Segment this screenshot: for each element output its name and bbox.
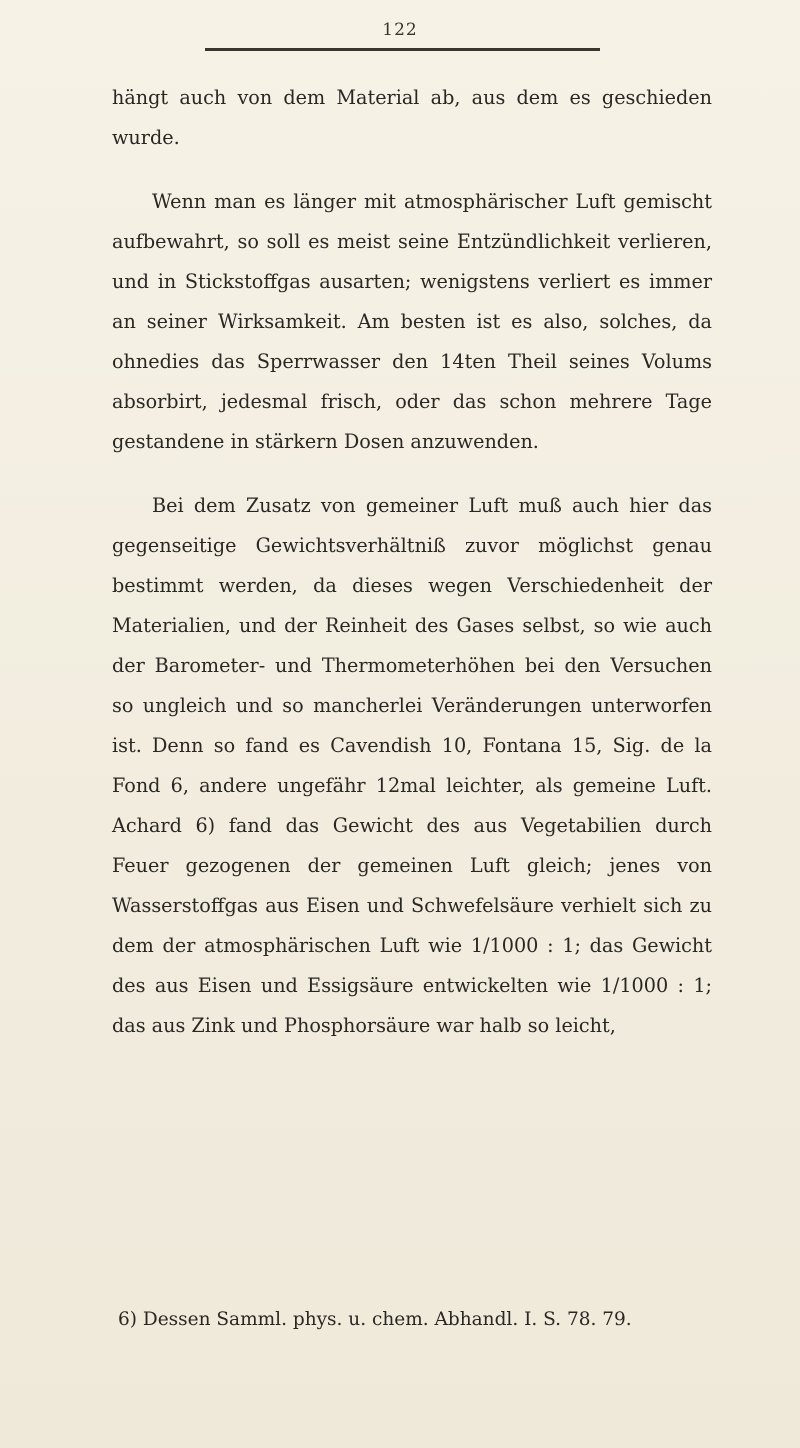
paragraph-1: hängt auch von dem Material ab, aus dem es geschieden wurde.	[112, 86, 712, 149]
page-number: 122	[382, 20, 418, 40]
paragraph-2: Wenn man es länger mit atmosphärischer Luft gemischt aufbewahrt, so soll es meist seine Entzündlichkeit verlieren, und in Stickstoffgas ausarten; wenigstens verliert es immer an seiner Wirksamkeit. Am besten ist es also, solches, da ohnedies das Sperrwasser den 14ten Theil seines Volums absorbirt, jedesmal frisch, oder das schon mehrere Tage gestandene in stärkern Dosen anzuwenden.	[112, 190, 712, 453]
paragraph-3: Bei dem Zusatz von gemeiner Luft muß auch hier das gegenseitige Gewichtsverhältniß zuvor möglichst genau bestimmt werden, da dieses wegen Verschiedenheit der Materialien, und der Reinheit des Gases selbst, so wie auch der Barometer- und Thermometerhöhen bei den Versuchen so ungleich und so mancherlei Veränderungen unterworfen ist. Denn so fand es Cavendish 10, Fontana 15, Sig. de la Fond 6, andere ungefähr 12mal leichter, als gemeine Luft. Achard 6) fand das Gewicht des aus Vegetabilien durch Feuer gezogenen der gemeinen Luft gleich; jenes von Wasserstoffgas aus Eisen und Schwefelsäure verhielt sich zu dem der atmosphärischen Luft wie 1/1000 : 1; das Gewicht des aus Eisen und Essigsäure entwickelten wie 1/1000 : 1; das aus Zink und Phosphorsäure war halb so leicht,	[112, 494, 712, 1037]
body-text	[112, 78, 712, 1330]
header-rule	[205, 48, 600, 51]
footnote: 6) Dessen Samml. phys. u. chem. Abhandl. I. S. 78. 79.	[118, 1309, 632, 1330]
